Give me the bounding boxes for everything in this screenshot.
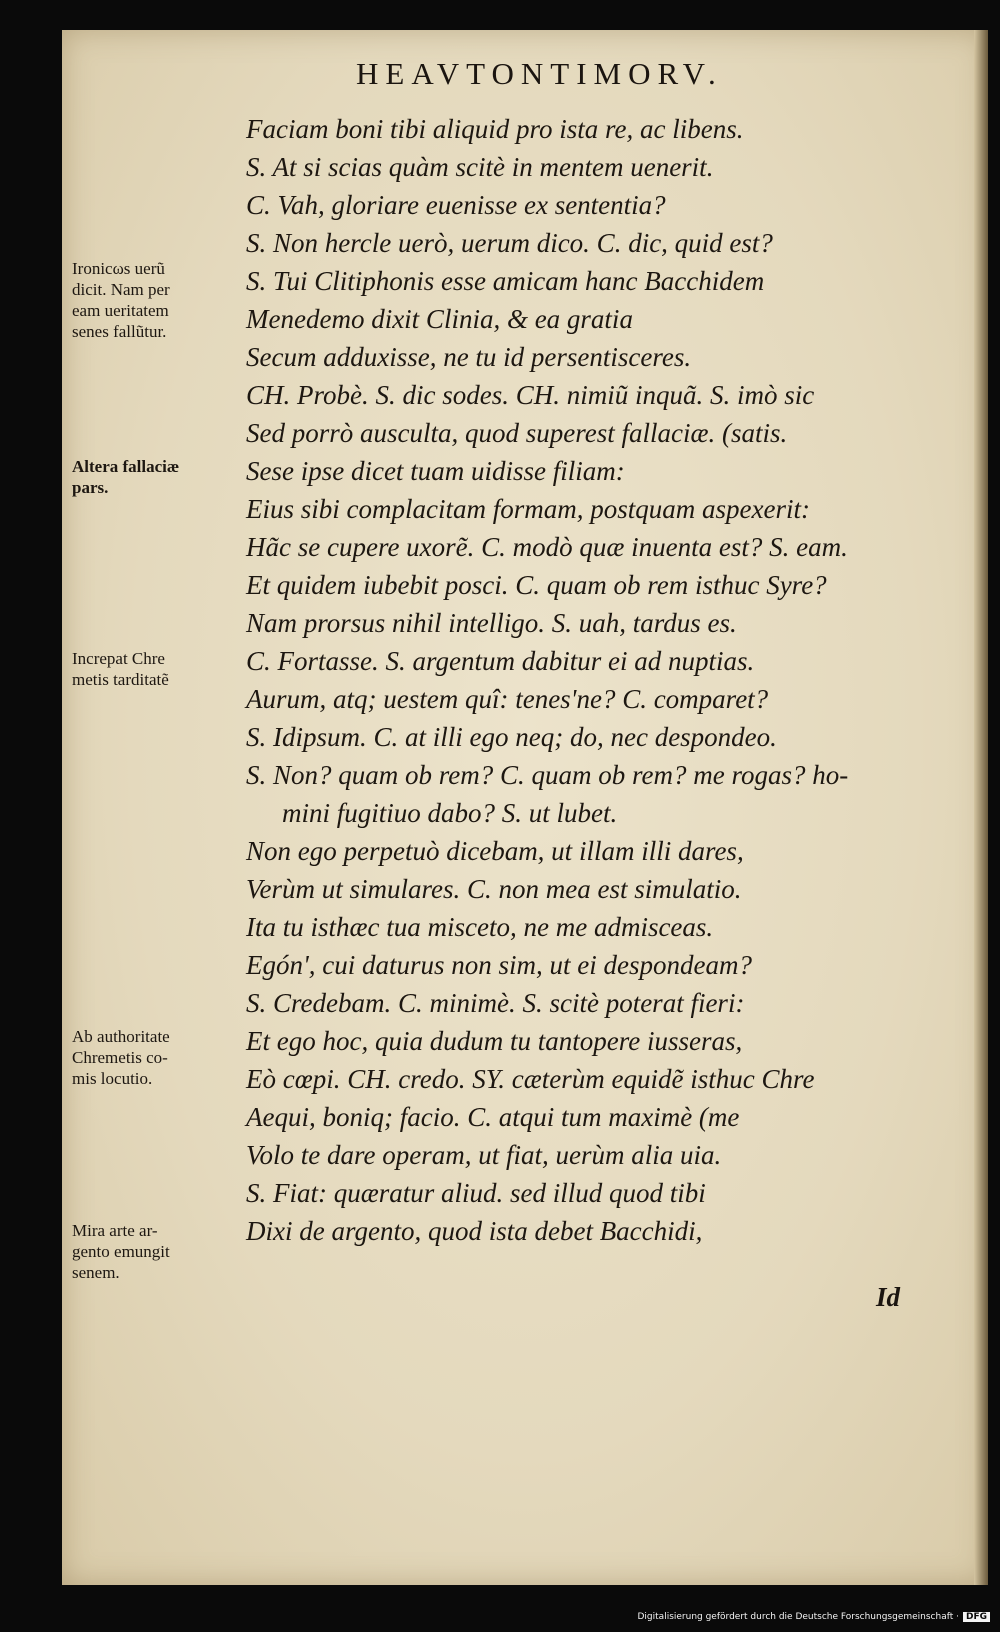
verse-line: mini fugitiuo dabo? S. ut lubet. — [282, 798, 618, 828]
verse-line: Non ego perpetuò dicebam, ut illam illi dares, — [246, 836, 744, 866]
verse-line: S. Non hercle uerò, uerum dico. C. dic, quid est? — [246, 228, 773, 258]
verse-line: Nam prorsus nihil intelligo. S. uah, tardus es. — [246, 608, 737, 638]
marginal-note-line: Mira arte ar- — [72, 1221, 158, 1240]
marginal-note-line: Ironicωs uerũ — [72, 259, 165, 278]
verse-line: S. Fiat: quæratur aliud. sed illud quod tibi — [246, 1178, 706, 1208]
verse-line: Et quidem iubebit posci. C. quam ob rem isthuc Syre? — [246, 570, 827, 600]
dfg-logo: DFG — [963, 1612, 990, 1622]
verse-text — [246, 110, 916, 1250]
verse-line: Volo te dare operam, ut fiat, uerùm alia uia. — [246, 1140, 722, 1170]
verse-line: Eò cœpi. CH. credo. SY. cæterùm equidẽ isthuc Chre — [246, 1064, 815, 1094]
verse-line: Sed porrò ausculta, quod superest fallaciæ. (satis. — [246, 418, 788, 448]
digitization-credit — [638, 1612, 991, 1622]
marginal-note-line: Altera fallaciæ — [72, 457, 180, 476]
marginal-note — [72, 456, 242, 498]
marginal-note-line: Ab authoritate — [72, 1027, 170, 1046]
verse-line: Aurum, atq; uestem quî: tenes'ne? C. comparet? — [246, 684, 769, 714]
verse-line: Ita tu isthæc tua misceto, ne me admisceas. — [246, 912, 714, 942]
marginal-note-line: mis locutio. — [72, 1069, 153, 1088]
marginal-note-line: Increpat Chre — [72, 649, 165, 668]
verse-line: S. Credebam. C. minimè. S. scitè poterat fieri: — [246, 988, 745, 1018]
marginal-note — [72, 1220, 242, 1283]
marginal-note-line: pars. — [72, 478, 109, 497]
verse-line: Sese ipse dicet tuam uidisse filiam: — [246, 456, 625, 486]
verse-line: Egón', cui daturus non sim, ut ei despondeam? — [246, 950, 752, 980]
verse-line: Et ego hoc, quia dudum tu tantopere iusseras, — [246, 1026, 743, 1056]
marginal-note-line: senes fallũtur. — [72, 322, 167, 341]
marginal-note — [72, 648, 242, 690]
marginal-note — [72, 258, 242, 342]
verse-line: CH. Probè. S. dic sodes. CH. nimiũ inquã. S. imò sic — [246, 380, 815, 410]
marginal-note-line: metis tarditatẽ — [72, 670, 169, 689]
marginal-note-line: Chremetis co- — [72, 1048, 168, 1067]
verse-line: Secum adduxisse, ne tu id persentisceres. — [246, 342, 692, 372]
running-head: HEAVTONTIMORV. — [356, 56, 723, 91]
marginal-note — [72, 1026, 242, 1089]
verse-line: Verùm ut simulares. C. non mea est simulatio. — [246, 874, 742, 904]
marginal-note-line: senem. — [72, 1263, 120, 1282]
verse-line: Dixi de argento, quod ista debet Bacchidi, — [246, 1216, 703, 1246]
verse-line: Aequi, boniq; facio. C. atqui tum maximè (me — [246, 1102, 740, 1132]
verse-line: C. Vah, gloriare euenisse ex sententia? — [246, 190, 666, 220]
verse-line: S. Idipsum. C. at illi ego neq; do, nec despondeo. — [246, 722, 777, 752]
verse-line: Faciam boni tibi aliquid pro ista re, ac libens. — [246, 114, 744, 144]
verse-line: Hãc se cupere uxorẽ. C. modò quæ inuenta est? S. eam. — [246, 532, 848, 562]
verse-line: S. At si scias quàm scitè in mentem uenerit. — [246, 152, 714, 182]
marginal-note-line: eam ueritatem — [72, 301, 169, 320]
verse-line: Menedemo dixit Clinia, & ea gratia — [246, 304, 633, 334]
catchword: Id — [876, 1282, 901, 1312]
verse-line: S. Tui Clitiphonis esse amicam hanc Bacchidem — [246, 266, 765, 296]
marginal-note-line: gento emungit — [72, 1242, 170, 1261]
verse-line: C. Fortasse. S. argentum dabitur ei ad nuptias. — [246, 646, 755, 676]
page-gutter-shadow — [974, 30, 988, 1585]
verse-line: S. Non? quam ob rem? C. quam ob rem? me rogas? ho- — [246, 760, 849, 790]
marginal-note-line: dicit. Nam per — [72, 280, 170, 299]
credit-text: Digitalisierung gefördert durch die Deutsche Forschungsgemeinschaft · — [637, 1612, 959, 1622]
verse-line: Eius sibi complacitam formam, postquam aspexerit: — [246, 494, 810, 524]
